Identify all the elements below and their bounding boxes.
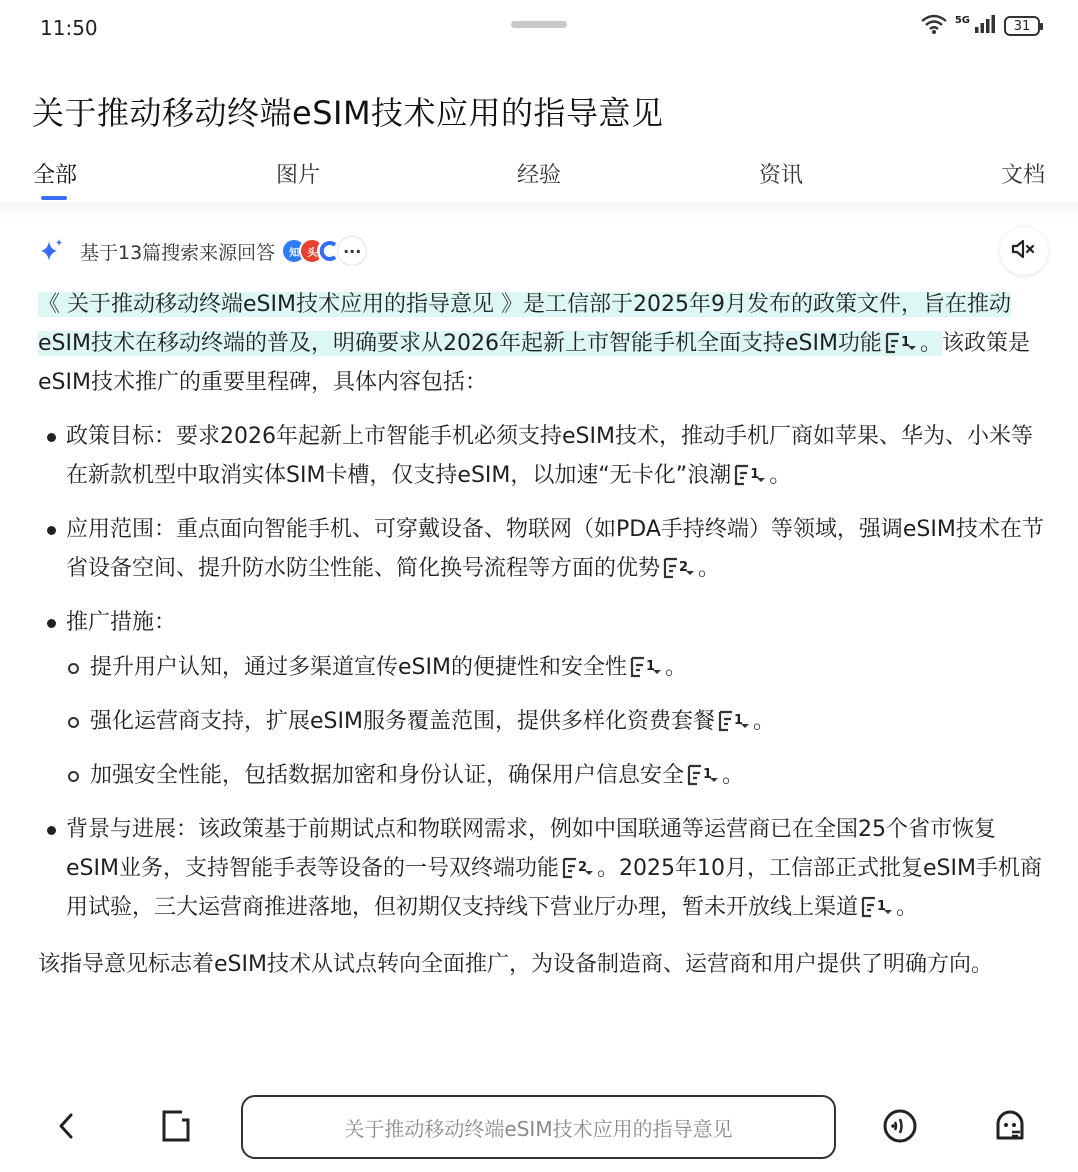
battery-icon [1004,16,1040,36]
punct: 。 [698,556,721,581]
citation-count: 1 [750,467,760,482]
battery-level: 31 [1013,18,1031,34]
ai-sparkle-icon [38,238,64,264]
citation-icon[interactable] [884,330,918,356]
citation-count: 2 [679,560,689,575]
bullet-policy-goal: 政策目标：要求2026年起新上市智能手机必须支持eSIM技术，推动手机厂商如苹果、华为、小米等在新款机型中取消实体SIM卡槽，仅支持eSIM，以加速“无卡化”浪潮 [66,424,1033,488]
tab-documents[interactable]: 文档 [1001,163,1046,188]
punct: 。 [896,895,919,920]
bullet-promotion-measures: 推广措施： [66,610,177,635]
citation-count: 2 [577,860,588,875]
ai-assistant-button[interactable] [992,1110,1028,1146]
list-item [38,417,1048,495]
list-item [66,702,1048,741]
network-type: 5G [954,14,970,26]
wifi-icon [921,14,947,38]
answer-intro [38,285,1048,402]
list-item [38,810,1048,927]
citation-icon[interactable] [561,855,595,881]
measure-user-awareness: 提升用户认知，通过多渠道宣传eSIM的便捷性和安全性 [90,655,627,680]
ai-source-row[interactable] [38,234,367,268]
highlight-end-punct: 。 [919,331,942,356]
tab-images[interactable]: 图片 [276,163,321,188]
source-count-text: 基于13篇搜索来源回答 [80,241,276,264]
mute-button[interactable] [1000,227,1048,275]
punct: 。 [664,655,687,680]
citation-icon[interactable] [733,462,767,488]
tabs-divider [0,202,1078,222]
source-avatar-toutiao: 头 [299,238,325,264]
chevron-left-icon [56,1112,76,1144]
tab-news[interactable]: 资讯 [759,163,804,188]
citation-count: 1 [877,899,887,914]
source-avatar-zhihu: 知 [281,238,307,264]
list-item [38,510,1048,588]
tab-all[interactable]: 全部 [33,163,78,188]
bullet-background-progress: 背景与进展：该政策基于前期试点和物联网需求，例如中国联通等运营商已在全国25个省市恢复eSIM业务，支持智能手表等设备的一号双终端功能 [66,817,996,881]
citation-icon[interactable] [717,708,751,734]
citation-icon[interactable] [662,555,696,581]
measures-sub-list [66,648,1048,795]
punct: 。 [722,763,745,788]
punct: 。 [752,709,775,734]
citation-icon[interactable] [686,762,720,788]
voice-read-button[interactable] [882,1110,918,1146]
highlighted-summary: 《 关于推动移动终端eSIM技术应用的指导意见 》是工信部于2025年9月发布的政策文件，旨在推动eSIM技术在移动终端的普及，明确要求从2026年起新上市智能手机全面支持eSIM功能 [38,292,1011,356]
bullet-background-progress-2: 。2025年10月，工信部正式批复eSIM手机商用试验，三大运营商推进落地，但初期仅支持线下营业厅办理，暂未开放线上渠道 [66,856,1042,920]
assistant-robot-icon [992,1108,1028,1148]
audio-wave-icon [882,1108,918,1148]
page-title: 关于推动移动终端eSIM技术应用的指导意见 [32,94,664,132]
drag-handle[interactable] [511,21,567,28]
list-item [66,756,1048,795]
bottom-bar [0,1090,1078,1172]
more-sources-button[interactable]: ··· [337,236,367,266]
list-item [66,648,1048,687]
citation-count: 1 [733,713,744,728]
policy-bullet-list [38,417,1048,927]
search-box[interactable]: 关于推动移动终端eSIM技术应用的指导意见 [241,1095,836,1159]
measure-security: 加强安全性能，包括数据加密和身份认证，确保用户信息安全 [90,763,685,788]
speaker-muted-icon [1011,238,1037,264]
citation-count: 1 [703,767,713,782]
signal-icon [974,14,996,38]
source-avatars[interactable] [281,236,367,266]
status-bar [0,0,1078,56]
status-icons [921,14,1040,38]
citation-count: 1 [900,335,910,350]
punct: 。 [769,463,792,488]
bullet-application-scope: 应用范围：重点面向智能手机、可穿戴设备、物联网（如PDA手持终端）等领域，强调eSIM技术在节省设备空间、提升防水防尘性能、简化换号流程等方面的优势 [66,517,1044,581]
new-window-icon [158,1108,194,1148]
active-tab-indicator [41,196,67,200]
tab-experience[interactable]: 经验 [517,163,562,188]
list-item [38,603,1048,795]
citation-count: 1 [645,659,656,674]
tabs-button[interactable] [158,1110,194,1146]
measure-operator-support: 强化运营商支持，扩展eSIM服务覆盖范围，提供多样化资费套餐 [90,709,715,734]
answer-conclusion: 该指导意见标志着eSIM技术从试点转向全面推广，为设备制造商、运营商和用户提供了明确方向。 [38,952,993,977]
citation-icon[interactable] [629,654,663,680]
back-button[interactable] [48,1110,84,1146]
tab-bar [0,150,1078,202]
status-time: 11:50 [40,16,98,40]
ai-answer [38,285,1048,984]
citation-icon[interactable] [860,894,894,920]
answer-intro-rest: 该政策是eSIM技术推广的重要里程碑，具体内容包括： [38,331,1030,395]
